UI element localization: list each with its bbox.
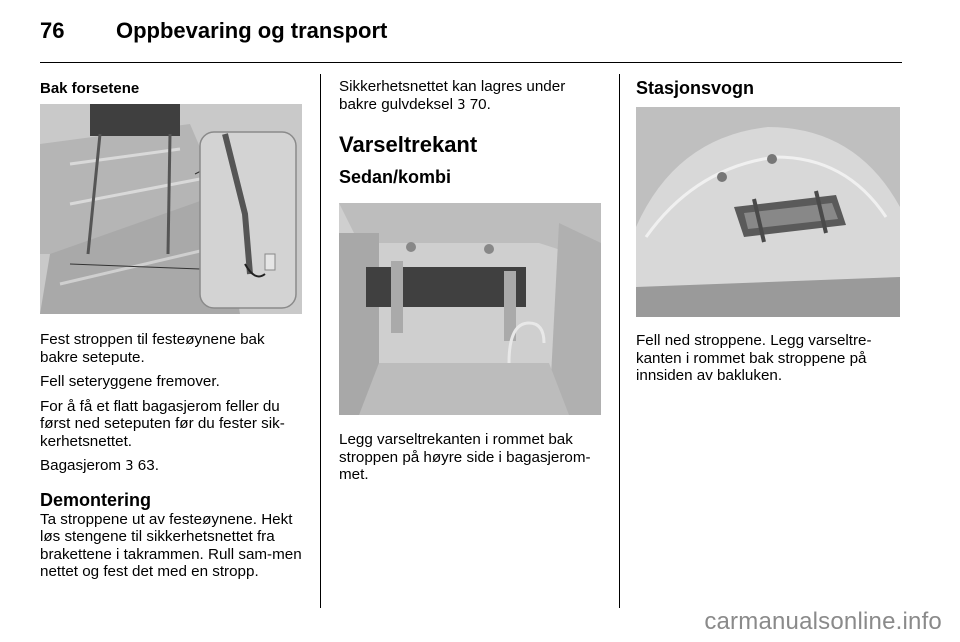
column-3-caption — [636, 332, 904, 385]
intro-text: Sikkerhetsnettet kan lagres under bakre gulvdeksel — [339, 78, 566, 113]
header-rule — [40, 62, 902, 63]
caption-sedan: Legg varseltrekanten i rommet bak stroppen på høyre side i bagasjerom-met. — [339, 431, 591, 483]
reference-arrow-icon: 3 — [125, 459, 134, 474]
paragraph-fest-stroppen: Fest stroppen til festeøynene bak bakre setepute. — [40, 331, 265, 366]
paragraph-bagasjerom-ref: Bagasjerom 3 63. — [40, 457, 159, 474]
page-title: Oppbevaring og transport — [116, 18, 388, 43]
paragraph-sikkerhetsnettet: Sikkerhetsnettet kan lagres under bakre gulvdeksel 3 70. — [339, 78, 566, 113]
figure-warning-triangle-sedan — [339, 203, 601, 415]
column-divider-2 — [619, 74, 620, 608]
reference-arrow-icon: 3 — [457, 97, 466, 113]
figure-warning-triangle-wagon — [636, 107, 900, 317]
column-3 — [636, 78, 904, 99]
page-header — [40, 18, 920, 60]
reference-page: 63 — [137, 457, 155, 474]
column-divider-1 — [320, 74, 321, 608]
caption-stasjonsvogn: Fell ned stroppene. Legg varseltre-kanten i rommet bak stroppene på innsiden av bakluken. — [636, 332, 872, 384]
column-2 — [339, 78, 603, 188]
reference-text: Bagasjerom — [40, 457, 122, 474]
subheading-bak-forsetene: Bak forsetene — [40, 80, 140, 97]
heading-stasjonsvogn: Stasjonsvogn — [636, 78, 755, 98]
column-1 — [40, 80, 304, 97]
reference-page: 70 — [469, 95, 487, 113]
paragraph-flatt-bagasjerom: For å få et flatt bagasjerom feller du først ned seteputen før du fester sik-kerhetsnettet. — [40, 397, 285, 450]
figure-seat-strap — [40, 104, 302, 314]
heading-demontering: Demontering — [40, 489, 152, 510]
paragraph-demontering: Ta stroppene ut av festeøynene. Hekt løs stengene til sikkerhetsnettet fra brakettene i takrammen. Rull sam-men nettet og fest det med en stropp. — [40, 510, 302, 580]
paragraph-fell-seteryggene: Fell seteryggene fremover. — [40, 373, 220, 390]
column-2-caption — [339, 431, 607, 484]
heading-sedan-kombi: Sedan/kombi — [339, 167, 452, 187]
column-1-text — [40, 331, 306, 581]
watermark: carmanualsonline.info — [704, 608, 942, 635]
page-number: 76 — [40, 18, 65, 43]
heading-varseltrekant: Varseltrekant — [339, 132, 478, 157]
